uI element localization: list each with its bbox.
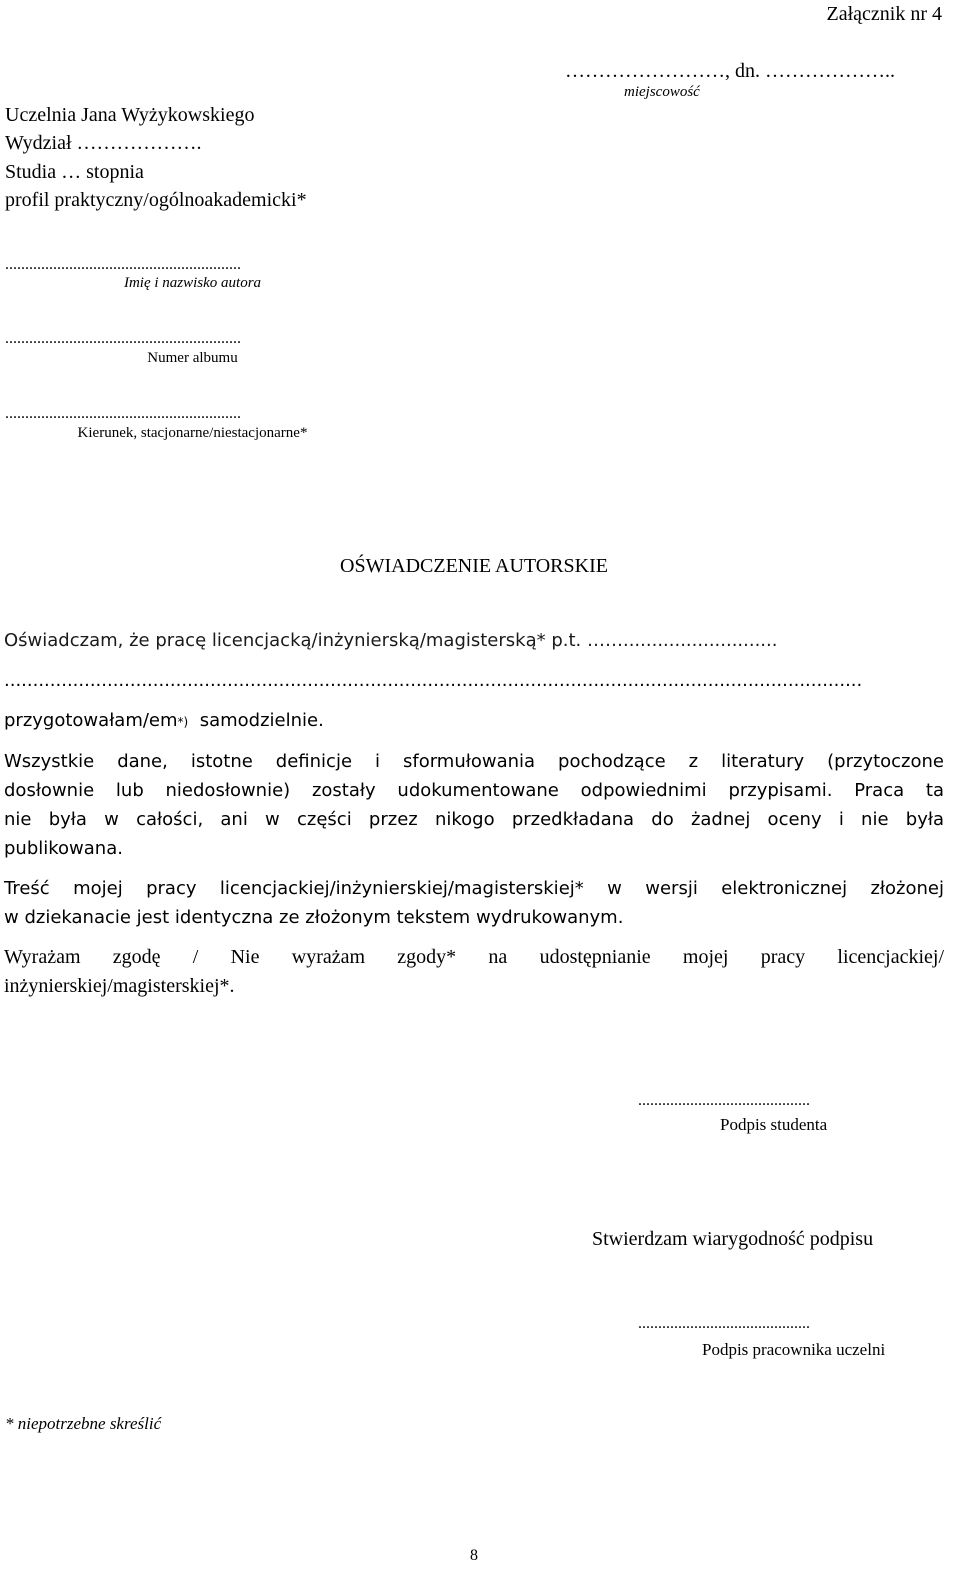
album-number-line: ........................................................... [5, 330, 241, 347]
verification-text: Stwierdzam wiarygodność podpisu [592, 1228, 874, 1250]
para1-line-1: Wszystkie dane, istotne definicje i sformułowania pochodzące z literatury (przytoczone [4, 751, 944, 772]
declaration-line-3 [4, 710, 324, 731]
para1-line-4: publikowana. [4, 838, 123, 859]
footnote: * niepotrzebne skreślić [5, 1414, 162, 1433]
author-name-line: ........................................................... [5, 256, 241, 273]
para1-line-2: dosłownie lub niedosłownie) zostały udokumentowane odpowiednimi przypisami. Praca ta [4, 780, 944, 801]
staff-signature-line: ........................................... [638, 1315, 810, 1332]
declaration-authored: przygotowałam/em [4, 710, 178, 731]
para2-line-2: w dziekanacie jest identyczna ze złożonym tekstem wydrukowanym. [4, 907, 624, 928]
place-caption: miejscowość [624, 84, 700, 100]
place-date-line: ……………………, dn. ……………….. [565, 60, 895, 82]
declaration-line-2: ...................................................................................................................................................... [4, 670, 863, 691]
student-signature-caption: Podpis studenta [720, 1115, 828, 1134]
student-signature-line: ........................................... [638, 1092, 810, 1109]
studies-line: Studia … stopnia [5, 161, 144, 183]
declaration-independently: samodzielnie. [199, 710, 324, 731]
faculty-line: Wydział ………………. [5, 132, 202, 154]
declaration-line-1: Oświadczam, że pracę licencjacką/inżynierską/magisterską* p.t. ……........................... [4, 630, 778, 651]
para1-line-3: nie była w całości, ani w części przez nikogo przedkładana do żadnej oceny i nie była [4, 809, 944, 830]
major-caption: Kierunek, stacjonarne/niestacjonarne* [77, 425, 308, 441]
profile-line: profil praktyczny/ogólnoakademicki* [5, 189, 307, 211]
staff-signature-caption: Podpis pracownika uczelni [702, 1340, 886, 1359]
university-name: Uczelnia Jana Wyżykowskiego [5, 104, 255, 126]
major-line: ........................................................... [5, 405, 241, 422]
author-name-caption: Imię i nazwisko autora [123, 275, 262, 291]
annex-label: Załącznik nr 4 [826, 3, 942, 25]
album-number-caption: Numer albumu [147, 350, 238, 366]
page-number: 8 [470, 1547, 478, 1564]
declaration-footnote-mark: *) [177, 715, 189, 729]
para3-line-1: Wyrażam zgodę / Nie wyrażam zgody* na udostępnianie mojej pracy licencjackiej/ [4, 946, 944, 968]
document-title: OŚWIADCZENIE AUTORSKIE [340, 555, 608, 577]
para2-line-1: Treść mojej pracy licencjackiej/inżynierskiej/magisterskiej* w wersji elektronicznej złożonej [4, 878, 944, 899]
para3-line-2: inżynierskiej/magisterskiej*. [4, 975, 235, 997]
